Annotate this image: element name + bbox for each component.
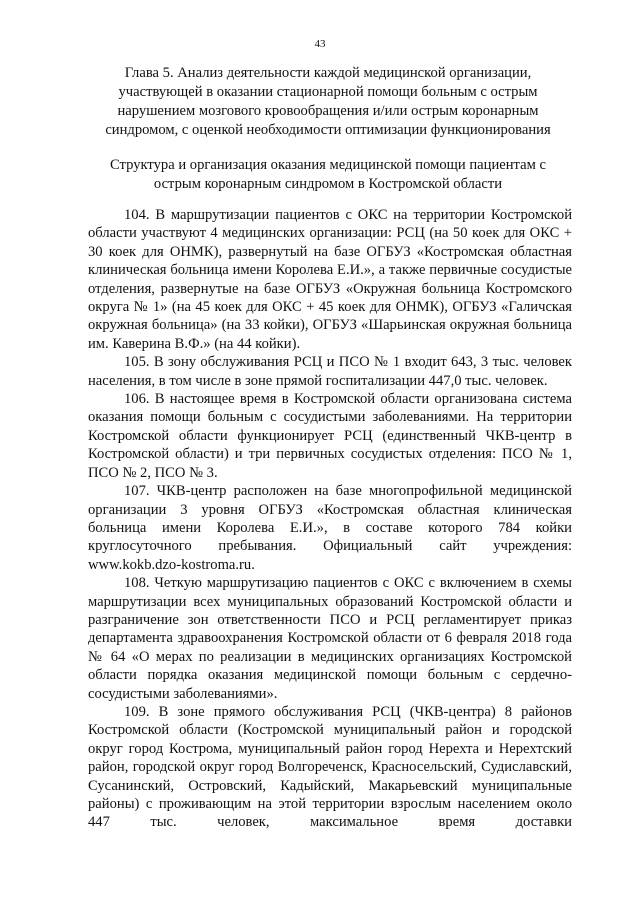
page-number: 43 <box>314 38 326 50</box>
paragraph-105: 105. В зону обслуживания РСЦ и ПСО № 1 входит 643, 3 тыс. человек населения, в том числе в зоне прямой госпитализации 447,0 тыс. человек. <box>88 354 572 389</box>
paragraph-108: 108. Четкую маршрутизацию пациентов с ОКС с включением в схемы маршрутизации всех муниципальных образований Костромской области и разграничение зон ответственности ПСО и РСЦ регламентирует приказ департамента здравоохранения Костромской области от 6 февраля 2018 года № 64 «О мерах по реализации в медицинских организациях Костромской области порядка оказания медицинской помощи больным с сердечно-сосудистыми заболеваниями». <box>88 575 572 702</box>
paragraph-107: 107. ЧКВ-центр расположен на базе многопрофильной медицинской организации 3 уровня ОГБУЗ «Костромская областная клиническая больница имени Королева Е.И.», в составе которого 784 койки круглосуточного пребывания. Официальный сайт учреждения: www.kokb.dzo-kostroma.ru. <box>88 483 572 573</box>
section-title: Структура и организация оказания медицинской помощи пациентам с острым коронарным синдромом в Костромской области <box>110 157 546 192</box>
chapter-title: Глава 5. Анализ деятельности каждой медицинской организации, участвующей в оказании стационарной помощи больным с острым нарушением мозгового кровообращения и/или острым коронарным синдромом, с оценкой необходимости оптимизации функционирования <box>105 65 551 138</box>
paragraph-106: 106. В настоящее время в Костромской области организована система оказания помощи больным с сосудистыми заболеваниями. На территории Костромской области функционирует РСЦ (единственный ЧКВ-центр в Костромской области) и три первичных сосудистых отделения: ПСО № 1, ПСО № 2, ПСО № 3. <box>88 391 572 481</box>
paragraph-104: 104. В маршрутизации пациентов с ОКС на территории Костромской области участвуют 4 медицинских организации: РСЦ (на 50 коек для ОКС + 30 коек для ОНМК), развернутый на базе ОГБУЗ «Костромская областная клиническая больница имени Королева Е.И.», а также первичные сосудистые отделения, развернутые на базе ОГБУЗ «Окружная больница Костромского округа № 1» (на 45 коек для ОКС + 45 коек для ОНМК), ОГБУЗ «Галичская окружная больница» (на 33 койки), ОГБУЗ «Шарьинская окружная больница им. Каверина В.Ф.» (на 44 койки). <box>88 207 572 352</box>
document-body <box>88 206 572 832</box>
paragraph-109: 109. В зоне прямого обслуживания РСЦ (ЧКВ-центра) 8 районов Костромской области (Костромской муниципальный район и городской округ город Кострома, муниципальный район город Нерехта и Нерехтский район, городской округ город Волгореченск, Красносельский, Судиславский, Сусанинский, Островский, Кадыйский, Макарьевский муниципальные районы) с проживающим на этой территории взрослым населением около 447 тыс. человек, максимальное время доставки <box>88 703 572 831</box>
